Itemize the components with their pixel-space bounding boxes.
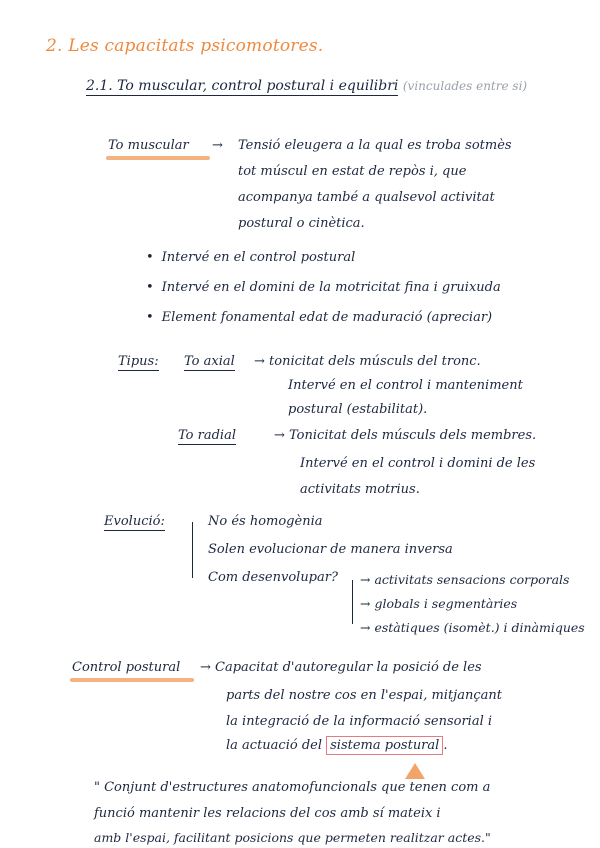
to-muscular-def-line-2: tot múscul en estat de repòs i, que — [238, 164, 467, 179]
to-muscular-highlight — [106, 156, 210, 160]
to-muscular-def-line-4: postural o cinètica. — [238, 216, 365, 231]
evolucio-sub-3-text: estàtiques (isomèt.) i dinàmiques — [374, 620, 585, 635]
evolucio-bracket — [192, 522, 201, 578]
evolucio-sub-2: → globals i segmentàries — [360, 596, 518, 611]
evolucio-item-1: No és homogènia — [208, 514, 323, 529]
control-postural-line-4-suffix: . — [443, 738, 448, 753]
to-axial-line-2: Intervé en el control i manteniment — [288, 378, 523, 393]
control-postural-term: Control postural — [72, 660, 181, 675]
to-muscular-def-line-3: acompanya també a qualsevol activitat — [238, 190, 495, 205]
to-muscular-def-line-1: Tensió eleugera a la qual es troba sotmès — [238, 138, 512, 153]
evolucio-item-3: Com desenvolupar? — [208, 570, 338, 585]
to-axial-term-text: To axial — [184, 354, 235, 369]
evolucio-label — [104, 514, 165, 529]
evolucio-label-text: Evolució: — [104, 514, 165, 529]
control-postural-line-4 — [226, 738, 447, 753]
to-radial-line-2: Intervé en el control i domini de les — [300, 456, 536, 471]
to-axial-term — [184, 354, 235, 369]
control-postural-line-3: la integració de la informació sensorial i — [226, 714, 493, 729]
to-muscular-term: To muscular — [108, 138, 189, 153]
control-postural-highlight — [70, 678, 194, 682]
control-postural-line-1: → Capacitat d'autoregular la posició de les — [200, 660, 482, 675]
tipus-label-text: Tipus: — [118, 354, 159, 369]
to-muscular-bullet-1: • Intervé en el control postural — [146, 250, 355, 265]
section-heading — [86, 78, 527, 94]
triangle-pointer-icon — [404, 762, 426, 780]
control-postural-line-2: parts del nostre cos en l'espai, mitjançant — [226, 688, 502, 703]
to-muscular-bullet-2: • Intervé en el domini de la motricitat fina i gruixuda — [146, 280, 501, 295]
to-radial-term — [178, 428, 236, 443]
to-radial-term-text: To radial — [178, 428, 236, 443]
quote-line-1: " Conjunt d'estructures anatomofuncionals que tenen com a — [94, 780, 491, 795]
sistema-postural-box: sistema postural — [326, 736, 443, 755]
evolucio-sub-1-text: activitats sensacions corporals — [374, 572, 570, 587]
evolucio-sub-2-text: globals i segmentàries — [374, 596, 518, 611]
to-axial-line-3: postural (estabilitat). — [288, 402, 428, 417]
to-muscular-bullet-3: • Element fonamental edat de maduració (apreciar) — [146, 310, 492, 325]
tipus-label — [118, 354, 159, 369]
control-postural-line-4-prefix: la actuació del — [226, 738, 322, 753]
section-heading-text: 2.1. To muscular, control postural i equilibri — [86, 78, 399, 94]
quote-line-2: funció mantenir les relacions del cos amb sí mateix i — [94, 806, 441, 821]
section-heading-note: (vinculades entre si) — [402, 79, 528, 93]
page-title: 2. Les capacitats psicomotores. — [46, 36, 324, 56]
quote-line-3: amb l'espai, facilitant posicions que permeten realitzar actes." — [94, 830, 491, 845]
to-muscular-arrow: → — [212, 138, 223, 153]
to-radial-line-3: activitats motrius. — [300, 482, 420, 497]
to-axial-line-1: → tonicitat dels músculs del tronc. — [254, 354, 481, 369]
evolucio-sub-1: → activitats sensacions corporals — [360, 572, 570, 587]
evolucio-item-2: Solen evolucionar de manera inversa — [208, 542, 453, 557]
evolucio-sub-3: → estàtiques (isomèt.) i dinàmiques — [360, 620, 585, 635]
to-radial-line-1: → Tonicitat dels músculs dels membres. — [274, 428, 537, 443]
